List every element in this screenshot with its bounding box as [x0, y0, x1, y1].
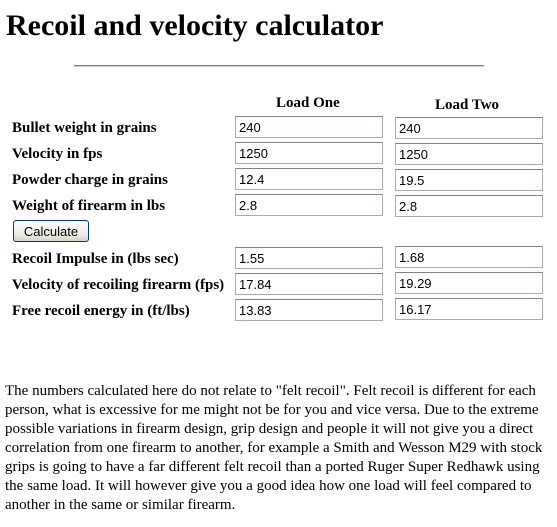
recoil-velocity-load-one-output[interactable] [235, 273, 383, 295]
velocity-load-one-input[interactable] [235, 142, 383, 164]
recoil-impulse-load-one-output[interactable] [235, 247, 383, 269]
recoil-velocity-label: Velocity of recoiling firearm (fps) [12, 277, 225, 293]
recoil-energy-label: Free recoil energy in (ft/lbs) [12, 303, 190, 319]
recoil-energy-load-one-output[interactable] [235, 299, 383, 321]
recoil-velocity-load-two-output[interactable] [395, 272, 543, 294]
powder-charge-load-two-input[interactable] [395, 169, 543, 191]
felt-recoil-note: The numbers calculated here do not relate to "felt recoil". Felt recoil is different for each person, what is excessive for me might not be for you and vice versa. Due to the extreme possible variations in firearm design, grip design and people it will not give you a direct correlation from one firearm to another, for example a Smith and Wesson M29 with stock grips is going to have a far different felt recoil than a ported Ruger Super Redhawk using the same load. It will however give you a good idea how one load will feel compared to another in the same or similar firearm. [5, 383, 543, 513]
firearm-weight-load-two-input[interactable] [395, 195, 543, 217]
powder-charge-load-one-input[interactable] [235, 168, 383, 190]
load-two-header: Load Two [435, 97, 500, 113]
recoil-energy-load-two-output[interactable] [395, 298, 543, 320]
firearm-weight-load-one-input[interactable] [235, 194, 383, 216]
load-one-header: Load One [276, 95, 340, 111]
bullet-weight-load-two-input[interactable] [395, 117, 543, 139]
velocity-label: Velocity in fps [12, 146, 103, 162]
calculate-button[interactable]: Calculate [13, 220, 89, 242]
recoil-impulse-load-two-output[interactable] [395, 246, 543, 268]
bullet-weight-load-one-input[interactable] [235, 116, 383, 138]
title-divider [74, 65, 484, 67]
firearm-weight-label: Weight of firearm in lbs [12, 198, 166, 214]
bullet-weight-label: Bullet weight in grains [12, 120, 157, 136]
page-title: Recoil and velocity calculator [6, 9, 384, 42]
recoil-impulse-label: Recoil Impulse in (lbs sec) [12, 251, 179, 267]
velocity-load-two-input[interactable] [395, 143, 543, 165]
powder-charge-label: Powder charge in grains [12, 172, 168, 188]
